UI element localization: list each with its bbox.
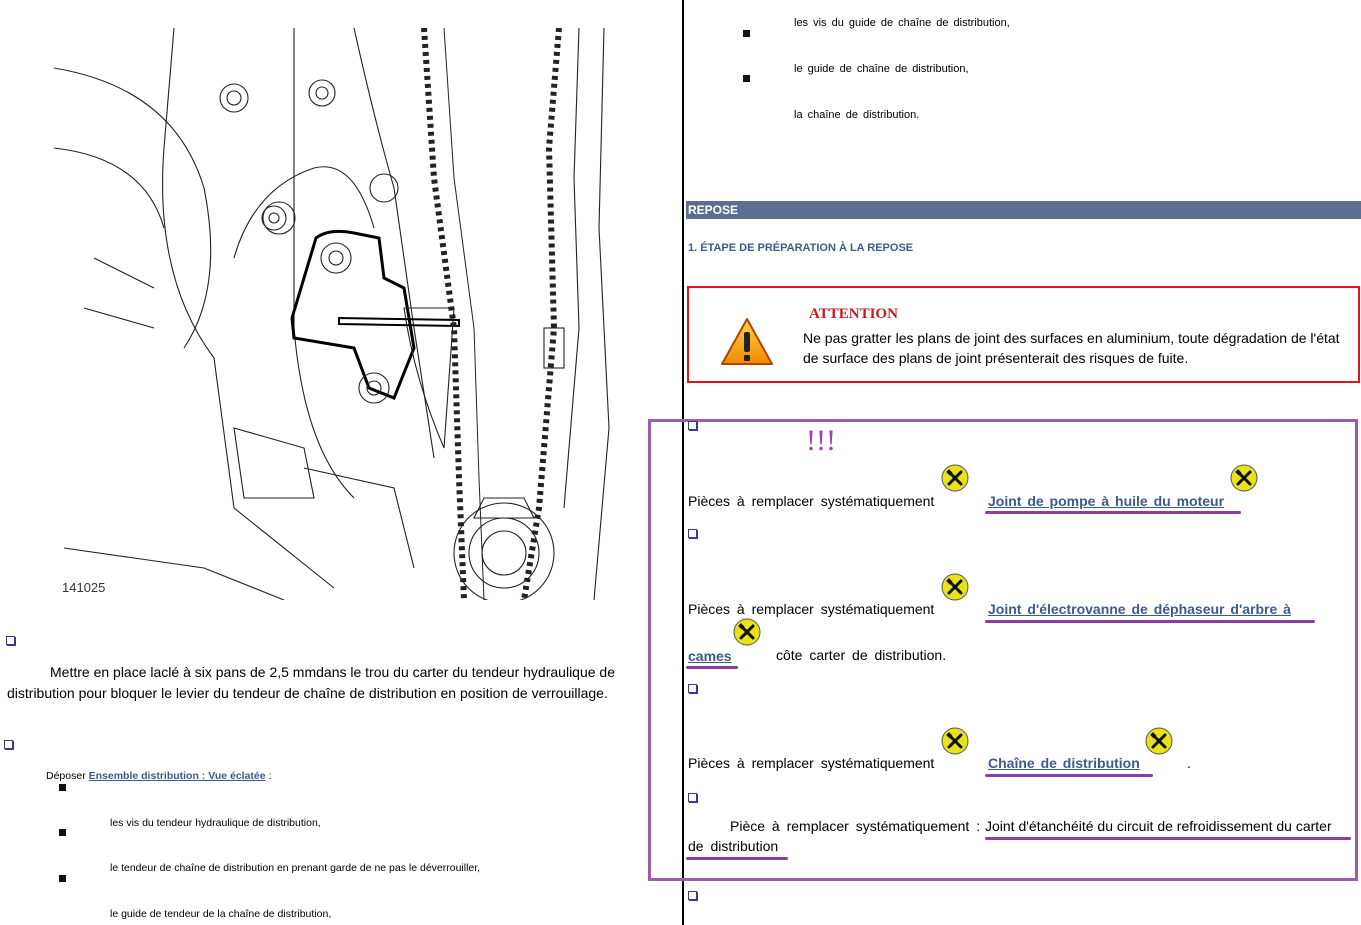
list-item: les vis du tendeur hydraulique de distribution,	[110, 817, 321, 829]
checkbox-bullet	[6, 636, 15, 645]
highlight-underline	[686, 857, 788, 860]
square-bullet	[743, 30, 750, 37]
figure-label: 141025	[62, 580, 106, 595]
square-bullet	[59, 829, 66, 836]
checkbox-bullet	[688, 891, 697, 900]
checkbox-bullet	[688, 793, 697, 802]
pieces-label: Pièces à remplacer systématiquement	[688, 755, 935, 771]
square-bullet	[59, 784, 66, 791]
part-link-cames[interactable]: cames	[688, 648, 732, 664]
list-item: les vis du guide de chaîne de distribution,	[794, 17, 1010, 29]
list-item: le guide de chaîne de distribution,	[794, 63, 969, 75]
tool-icon	[1145, 727, 1173, 755]
checkbox-bullet	[688, 684, 697, 693]
tool-icon	[1230, 464, 1258, 492]
tool-icon	[941, 464, 969, 492]
highlight-underline	[985, 837, 1351, 840]
part-suffix: .	[1187, 755, 1191, 771]
list-item: le guide de tendeur de la chaîne de distribution,	[110, 908, 332, 920]
warning-icon	[719, 316, 775, 368]
part-link-chaine[interactable]: Chaîne de distribution	[988, 755, 1140, 771]
part-text-joint-etancheite: Joint d'étanchéité du circuit de refroidissement du carter	[985, 818, 1332, 834]
list-item: le tendeur de chaîne de distribution en prenant garde de ne pas le déverrouiller,	[110, 862, 481, 874]
deposer-line	[46, 770, 271, 782]
square-bullet	[743, 75, 750, 82]
section-header-repose: REPOSE	[686, 201, 1361, 219]
list-item: la chaîne de distribution.	[794, 109, 920, 121]
square-bullet	[59, 875, 66, 882]
checkbox-bullet	[688, 529, 697, 538]
piece-label: Pièce à remplacer systématiquement :	[730, 818, 981, 834]
annotation-exclamation: !!!	[806, 424, 836, 457]
checkbox-bullet	[688, 421, 697, 430]
ensemble-distribution-link[interactable]: Ensemble distribution : Vue éclatée	[88, 770, 266, 782]
pieces-label: Pièces à remplacer systématiquement	[688, 493, 935, 509]
attention-title: ATTENTION	[809, 306, 898, 322]
tool-icon	[941, 727, 969, 755]
tool-icon	[941, 573, 969, 601]
technical-figure	[54, 28, 627, 600]
deposer-suffix: :	[265, 770, 272, 782]
attention-box	[687, 286, 1360, 383]
tool-icon	[733, 618, 761, 646]
part-link-pompe-huile[interactable]: Joint de pompe à huile du moteur	[988, 493, 1225, 509]
deposer-prefix: Déposer	[46, 770, 86, 782]
engine-timing-drawing	[54, 28, 627, 600]
highlight-underline	[985, 774, 1153, 777]
highlight-underline	[686, 666, 738, 669]
highlight-underline	[985, 620, 1315, 623]
checkbox-bullet	[4, 740, 13, 749]
attention-text: Ne pas gratter les plans de joint des surfaces en aluminium, toute dégradation de l'état de surface des plans de joint présenterait des risques de fuite.	[803, 330, 1340, 366]
part-suffix: côte carter de distribution.	[776, 647, 947, 663]
step-title: 1. ÉTAPE DE PRÉPARATION À LA REPOSE	[688, 242, 914, 254]
part-link-electrovanne[interactable]: Joint d'électrovanne de déphaseur d'arbre à	[988, 601, 1291, 617]
highlight-underline	[985, 511, 1241, 514]
instruction-paragraph: Mettre en place laclé à six pans de 2,5 mmdans le trou du carter du tendeur hydraulique de distribution pour bloquer le levier du tendeur de chaîne de distribution en position de verrouillage.	[7, 664, 615, 701]
part-text-de-distribution: de distribution	[688, 838, 779, 854]
pieces-label: Pièces à remplacer systématiquement	[688, 601, 935, 617]
